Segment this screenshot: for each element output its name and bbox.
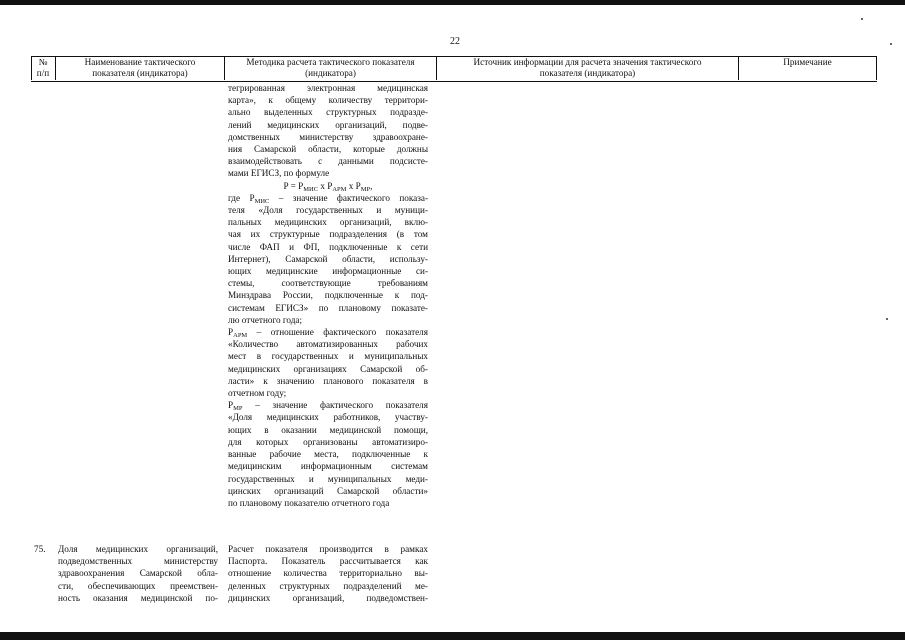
method-line: медицинских организациях Самарской об-	[228, 363, 428, 374]
method-line: $P_{МР}$ – значение фактического показателя	[228, 400, 428, 413]
method-line: числе ФАП и ФП, подключенные к сети	[228, 241, 428, 252]
method-line: цинских организаций Самарской области»	[228, 485, 428, 496]
method-line: $P_{АРМ}$ – отношение фактического показателя	[228, 327, 428, 340]
method-line: ния Самарской области, которые должны	[228, 144, 428, 155]
method-line: чая их структурные подразделения (в том	[228, 229, 428, 240]
row-75-number: 75.	[34, 544, 46, 554]
method-line: по плановому показателю отчетного года	[228, 497, 390, 508]
method-line: медицинским информационным системам	[228, 461, 428, 472]
header-number: № п/п	[36, 57, 50, 78]
method-line: Интернет), Самарской области, использу-	[228, 253, 428, 264]
method-line: Расчет показателя производится в рамках	[228, 544, 428, 554]
method-line: стемы, соответствующие требованиям	[228, 278, 428, 289]
method-line: для которых организованы автоматизиро-	[228, 436, 428, 447]
header-method: Методика расчета тактического показателя (индикатора)	[246, 57, 415, 78]
name-line: Доля медицинских организаций,	[58, 544, 218, 554]
method-line: ющих медицинские информационные си-	[228, 266, 428, 277]
header-source: Источник информации для расчета значения тактического показателя (индикатора)	[473, 57, 702, 78]
name-line: здравоохранения Самарской обла-	[58, 568, 218, 579]
method-line: Паспорта. Показатель рассчитывается как	[228, 556, 428, 567]
name-line: ность оказания медицинской по-	[58, 592, 218, 603]
method-line: ющих в оказании медицинской помощи,	[228, 424, 428, 435]
method-line: ванные рабочие места, подключенные к	[228, 449, 428, 460]
row-75-name	[58, 543, 218, 604]
row-75-method	[228, 543, 428, 604]
method-line: мест в государственных и муниципальных	[228, 351, 428, 362]
method-line: тегрированная электронная медицинская	[228, 83, 428, 93]
method-line: мами ЕГИСЗ, по формуле	[228, 168, 330, 179]
method-line: «Доля медицинских работников, участву-	[228, 412, 428, 423]
method-line: ально выделенных структурных подразде-	[228, 107, 428, 118]
method-line: дицинских организаций, подведомствен-	[228, 592, 428, 603]
method-line: государственных и муниципальных меди-	[228, 473, 428, 484]
method-line: карта», к общему количеству территори-	[228, 95, 428, 106]
bottom-border	[0, 632, 905, 640]
method-line: домственных министерству здравоохране-	[228, 131, 428, 142]
method-line: «Количество автоматизированных рабочих	[228, 339, 428, 350]
name-line: подведомственных министерству	[58, 556, 218, 567]
method-line: деленных структурных подразделений ме-	[228, 580, 428, 591]
method-line: Минздрава России, подключенные к под-	[228, 290, 428, 301]
scan-speck	[886, 318, 888, 320]
header-note: Примечание	[783, 57, 832, 67]
method-line: пальных медицинских организаций, вклю-	[228, 217, 428, 228]
name-line: сти, обеспечивающих преемствен-	[58, 580, 218, 591]
page-number: 22	[450, 36, 460, 47]
method-line: системам ЕГИСЗ» по плановому показате-	[228, 302, 428, 313]
top-border	[0, 0, 905, 5]
formula: $P = P_{МИС}$ x $P_{АРМ}$ x $P_{МР}$,	[283, 180, 373, 193]
method-line: взаимодействовать с данными подсисте-	[228, 156, 428, 167]
header-name: Наименование тактического показателя (индикатора)	[84, 57, 196, 78]
table-border	[876, 56, 877, 80]
scan-speck	[861, 18, 863, 20]
method-line: ласти» к значению планового показателя в	[228, 375, 428, 386]
method-line: лю отчетного года;	[228, 314, 303, 325]
method-text	[228, 82, 428, 509]
method-line: отношение количества территориально вы-	[228, 568, 428, 579]
method-line: лений медицинских организаций, подве-	[228, 119, 428, 130]
method-line: отчетном году;	[228, 388, 287, 399]
method-line: где $P_{МИС}$ – значение фактического показа-	[228, 192, 428, 205]
scan-speck	[890, 43, 892, 45]
method-line: теля «Доля государственных и муници-	[228, 205, 428, 216]
